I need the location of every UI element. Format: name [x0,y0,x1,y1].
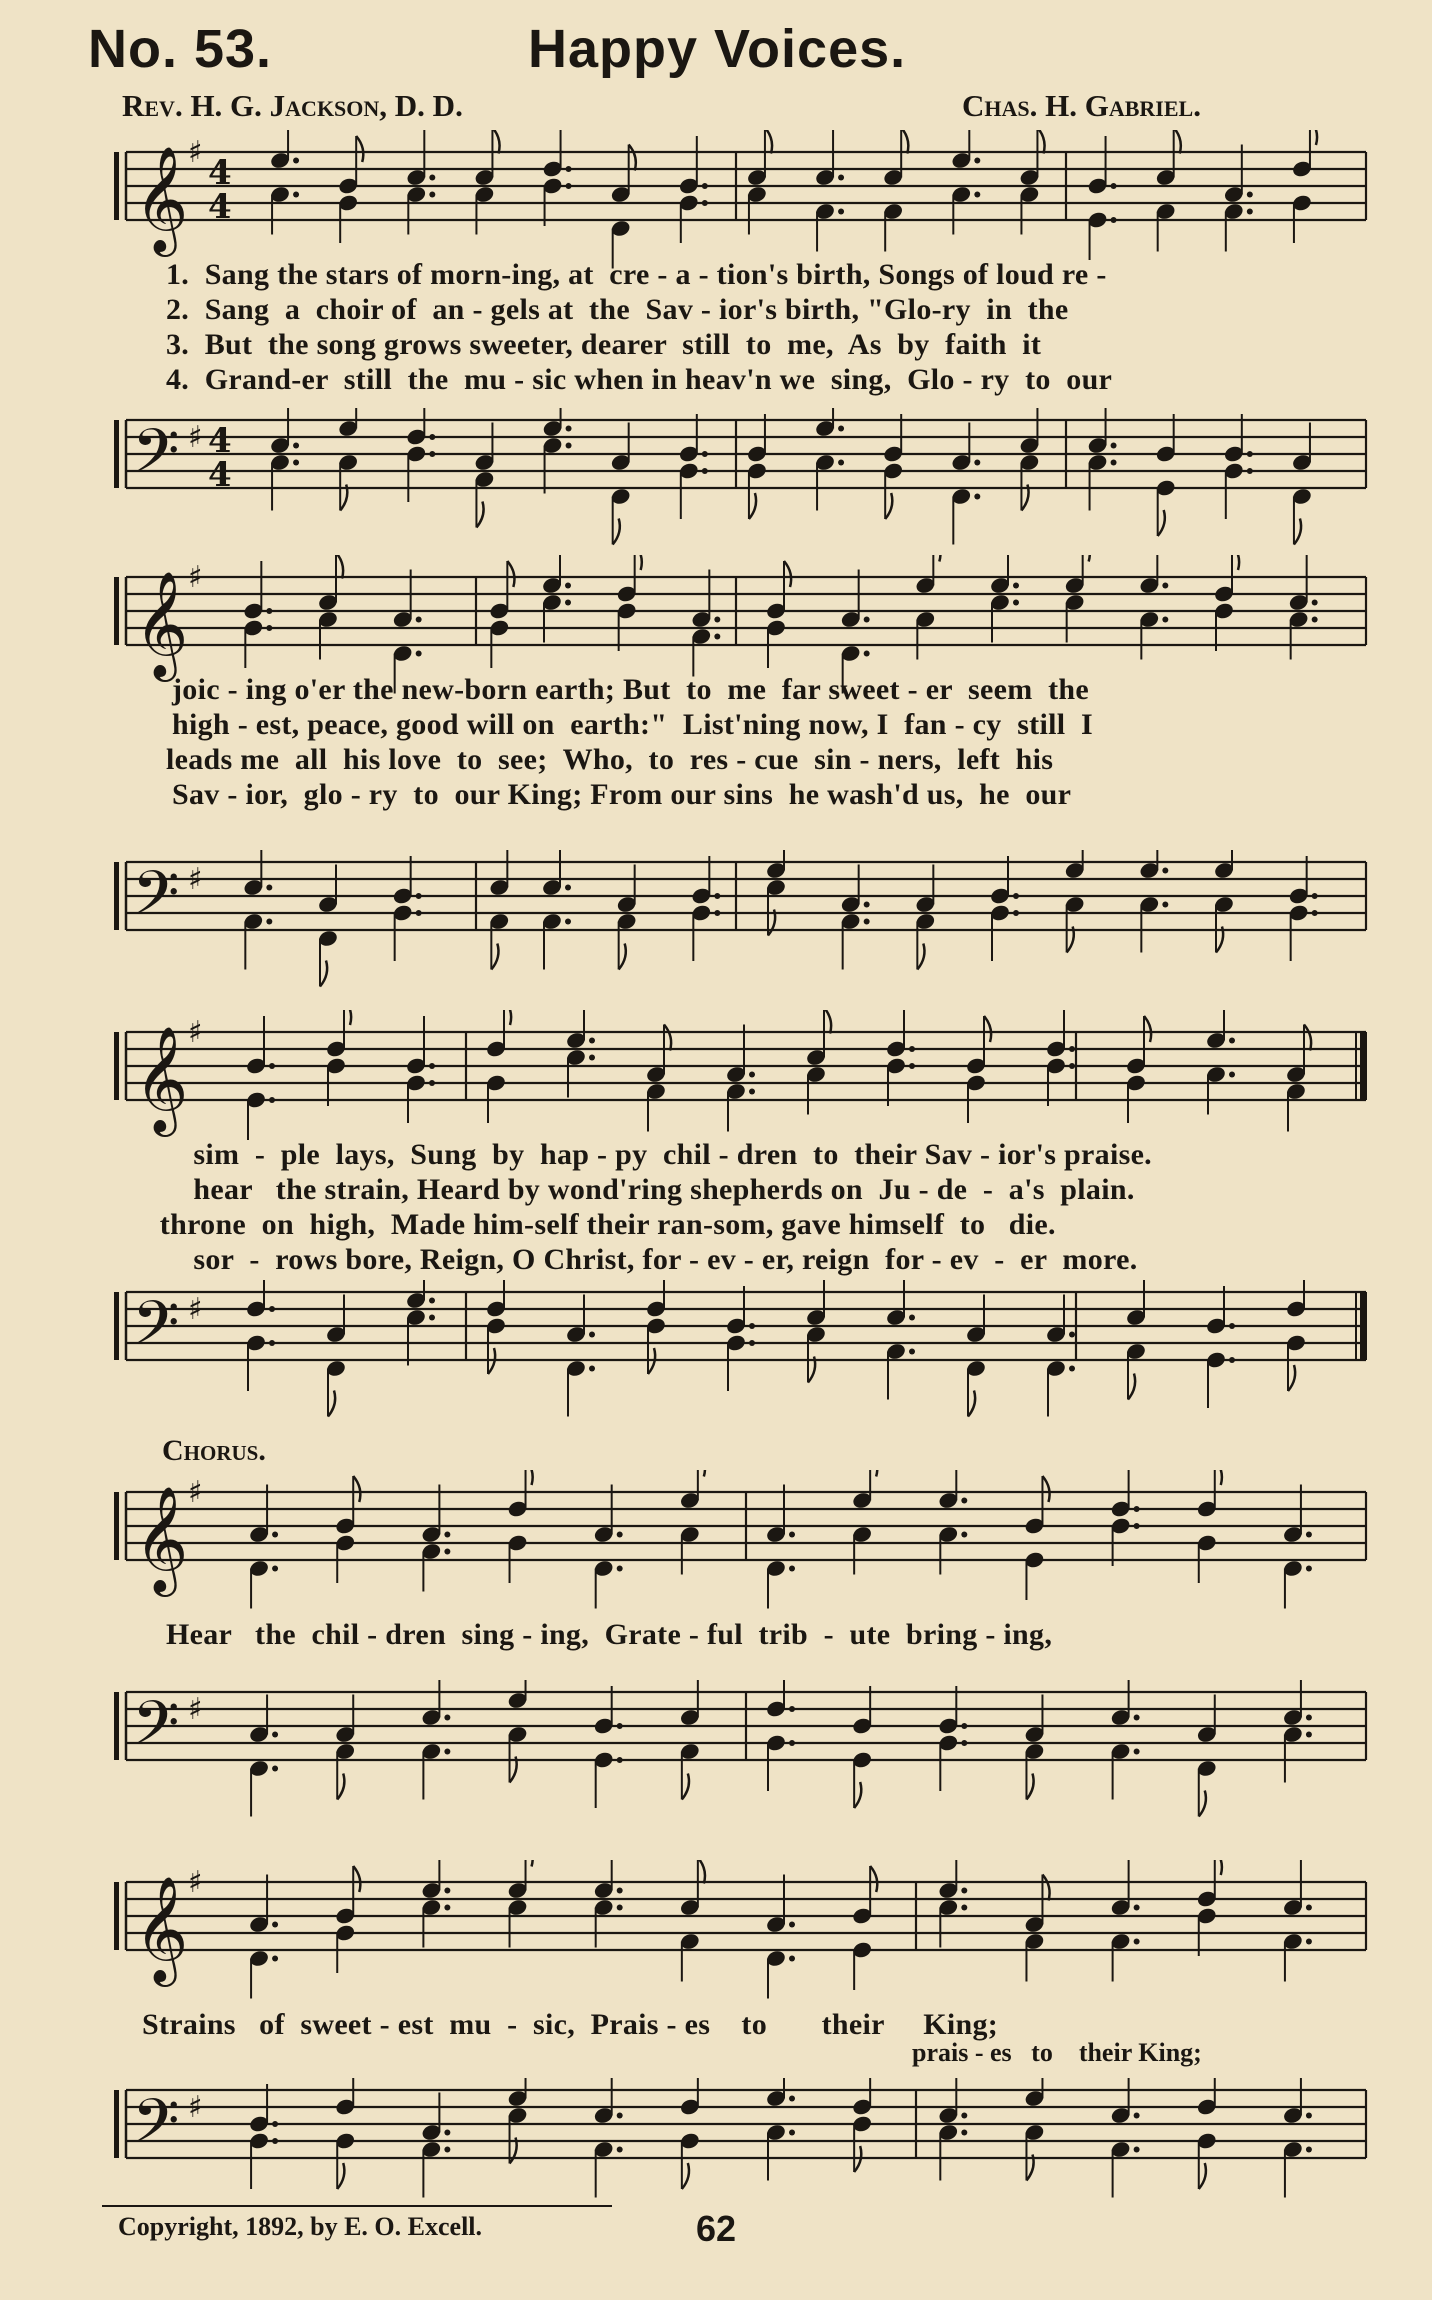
dot [1134,1939,1140,1945]
dot [714,893,720,899]
note-flag [619,944,626,970]
note-flag [337,1774,344,1800]
dot [974,158,980,164]
note-flag [765,130,772,154]
system-bracket [114,2090,119,2158]
note-flag [1042,1476,1049,1502]
system-bracket [114,1692,119,1760]
composer-credit: Chas. H. Gabriel. [962,88,1201,123]
dot [269,1063,275,1069]
bass-clef-icon: 𝄢 [132,416,180,502]
note-flag [526,1470,533,1485]
dot [269,1097,275,1103]
hymn-title: Happy Voices. [528,19,907,79]
note-flag [749,493,756,519]
bass-clef-icon: 𝄢 [132,1288,180,1374]
dot [702,468,708,474]
note-flag [344,1010,351,1025]
dot [1134,1905,1140,1911]
note-flag [1128,1374,1135,1400]
dot [1306,1905,1312,1911]
verse-line-2: hear the strain, Heard by wond'ring shepherds on Ju - de - a's plain. [170,1173,1135,1206]
dot [749,1072,755,1078]
dot [566,183,572,189]
dot [1247,451,1253,457]
dot [565,600,571,606]
dot [1312,910,1318,916]
note-flag [353,1476,360,1502]
dot [617,2147,623,2153]
dot [1306,1566,1312,1572]
note-flag [698,1860,705,1884]
dot [961,1723,967,1729]
dot [1013,583,1019,589]
dot [702,451,708,457]
dot [1134,1506,1140,1512]
bass-staff [66,850,1370,1000]
dot [1134,2147,1140,2153]
dot [961,1905,967,1911]
dot [909,1315,915,1321]
note-flag [476,502,483,528]
treble-clef-icon: 𝄞 [134,145,189,252]
note-flag [635,555,642,570]
note-flag [356,136,363,162]
dot [293,192,299,198]
dot [266,608,272,614]
dot [444,1715,450,1721]
dot [1162,868,1168,874]
note-flag [1199,1791,1206,1817]
dot [974,494,980,500]
note-flag [698,1470,705,1477]
dot [789,1922,795,1928]
system-bracket [114,577,119,645]
dot [617,1905,623,1911]
treble-clef-icon: 𝄞 [134,1485,189,1592]
dot [444,2147,450,2153]
dot [838,426,844,432]
dot [429,451,435,457]
verse-line-3: 3. But the song grows sweeter, dearer still to me, As by faith it [166,328,1042,361]
dot [1312,617,1318,623]
dot [266,625,272,631]
note-flag [337,2163,344,2189]
dot [1312,893,1318,899]
sharp-icon: ♯ [188,420,203,455]
dot [1306,1715,1312,1721]
time-signature-bottom: 4 [208,187,232,227]
dot [1306,2113,1312,2119]
system-bracket [114,152,119,220]
final-barline-thick [1360,1032,1367,1100]
note-flag [1042,1875,1049,1901]
dot [1312,600,1318,606]
dot [1134,1749,1140,1755]
note-flag [320,961,327,987]
dot [961,1532,967,1538]
dot [272,2138,278,2144]
dot [617,1757,623,1763]
note-flag [336,555,343,579]
dot [269,1306,275,1312]
dot [293,443,299,449]
dot [1162,902,1168,908]
note-flag [870,1470,877,1477]
note-flag [968,1391,975,1417]
dot [416,651,422,657]
sharp-icon: ♯ [188,1692,203,1727]
dot [1134,1715,1140,1721]
note-flag [526,1860,533,1867]
dot [1247,468,1253,474]
note-flag [1174,130,1181,154]
dot [272,2121,278,2127]
note-flag [933,555,940,562]
note-flag [1215,1470,1222,1485]
verse-line-2: 2. Sang a choir of an - gels at the Sav - ior's birth, "Glo-ry in the [166,293,1069,326]
dot [1013,910,1019,916]
dot [266,919,272,925]
dot [272,1732,278,1738]
dot [429,175,435,181]
dot [429,1315,435,1321]
treble-staff [66,1860,1370,2030]
dot [749,1340,755,1346]
dot [789,2130,795,2136]
note-flag [1199,2163,1206,2189]
dot [961,1740,967,1746]
dot [617,1888,623,1894]
verse-line-1: joic - ing o'er the new-born earth; But to me far sweet - er seem the [172,673,1089,706]
dot [617,1566,623,1572]
note-flag [491,944,498,970]
note-flag [1215,1860,1222,1875]
dot [714,634,720,640]
chorus-line: Strains of sweet - est mu - sic, Prais - es to their King; [142,2008,999,2041]
dot [1111,443,1117,449]
dot [293,158,299,164]
note-flag [682,1774,689,1800]
verse-line-1: 1. Sang the stars of morn-ing, at cre - a - tion's birth, Songs of loud re - [166,258,1107,291]
hymn-number: No. 53. [88,19,273,79]
dot [789,1956,795,1962]
dot [838,175,844,181]
bass-clef-icon: 𝄢 [132,2086,180,2172]
dot [1306,1939,1312,1945]
dot [429,192,435,198]
note-flag [629,145,636,171]
dot [1306,2147,1312,2153]
dot [909,1063,915,1069]
sharp-icon: ♯ [188,1865,203,1900]
dot [617,2113,623,2119]
dot [589,1055,595,1061]
dot [1069,1046,1075,1052]
sharp-icon: ♯ [188,1015,203,1050]
dot [1069,1366,1075,1372]
sharp-icon: ♯ [188,2090,203,2125]
note-flag [1232,555,1239,570]
dot [444,1549,450,1555]
verse-line-3: throne on high, Made him-self their ran-som, gave himself to die. [152,1208,1056,1241]
dot [272,1922,278,1928]
system-bracket [114,420,119,488]
dot [444,2130,450,2136]
dot [961,2113,967,2119]
dot [565,919,571,925]
dot [429,1298,435,1304]
dot [1162,583,1168,589]
dot [1111,217,1117,223]
sharp-icon: ♯ [188,560,203,595]
dot [749,1089,755,1095]
note-flag [613,519,620,545]
dot [589,1038,595,1044]
note-flag [1026,1774,1033,1800]
dot [444,1905,450,1911]
dot [864,919,870,925]
dot [864,902,870,908]
dot [272,1766,278,1772]
chorus-line: Hear the chil - dren sing - ing, Grate - ful trib - ute bring - ing, [166,1618,1053,1651]
note-flag [1083,555,1090,562]
dot [961,1498,967,1504]
dot [444,1532,450,1538]
system-bracket [114,1032,119,1100]
dot [789,1740,795,1746]
sharp-icon: ♯ [188,135,203,170]
dot [714,617,720,623]
system-bracket [114,1292,119,1360]
dot [1111,183,1117,189]
bass-clef-icon: 𝄢 [132,858,180,944]
dot [838,209,844,215]
dot [1306,1532,1312,1538]
dot [617,1723,623,1729]
note-flag [504,1010,511,1025]
dot [838,460,844,466]
system-bracket [114,1882,119,1950]
copyright-notice: Copyright, 1892, by E. O. Excell. [118,2212,483,2241]
dot [416,617,422,623]
note-flag [824,1010,831,1034]
verse-line-4: sor - rows bore, Reign, O Christ, for - ev - er, reign for - ev - er more. [170,1243,1138,1276]
dot [789,1566,795,1572]
dot [617,1532,623,1538]
dot [429,1080,435,1086]
dot [566,443,572,449]
dot [1111,460,1117,466]
final-barline-thick [1360,1292,1367,1360]
dot [272,1956,278,1962]
dot [864,617,870,623]
footer-rule [102,2205,612,2207]
note-flag [854,1782,861,1808]
dot [1134,1523,1140,1529]
dot [429,1063,435,1069]
treble-staff [66,1470,1370,1640]
dot [909,1046,915,1052]
dot [961,1888,967,1894]
dot [789,1706,795,1712]
note-flag [1158,510,1165,536]
note-flag [1144,1016,1151,1042]
dot [589,1332,595,1338]
time-signature-top: 4 [208,421,232,461]
dot [909,1349,915,1355]
lyricist-credit: Rev. H. G. Jackson, D. D. [122,88,463,123]
note-flag [507,561,514,587]
note-flag [664,1025,671,1051]
dot [1229,1072,1235,1078]
dot [416,893,422,899]
note-flag [682,2163,689,2189]
note-flag [353,1866,360,1892]
verse-line-3: leads me all his love to see; Who, to res - cue sin - ners, left his [166,743,1054,776]
note-flag [901,130,908,154]
note-flag [328,1391,335,1417]
sharp-icon: ♯ [188,1475,203,1510]
treble-clef-icon: 𝄞 [134,570,189,677]
dot [702,200,708,206]
dot [1247,209,1253,215]
dot [864,651,870,657]
alto-lyric-line: prais - es to their King; [912,2038,1202,2067]
verse-line-2: high - est, peace, good will on earth:" List'ning now, I fan - cy still I [172,708,1093,741]
note-flag [1304,1025,1311,1051]
dot [566,426,572,432]
dot [749,1323,755,1329]
dot [1013,600,1019,606]
page-number: 62 [696,2208,737,2249]
dot [714,910,720,916]
verse-line-4: Sav - ior, glo - ry to our King; From our sins he wash'd us, he our [172,778,1072,811]
system-bracket [114,1492,119,1560]
dot [1134,2113,1140,2119]
bass-staff [66,408,1370,558]
dot [702,183,708,189]
bass-staff [66,1680,1370,1830]
note-flag [784,561,791,587]
treble-clef-icon: 𝄞 [134,1025,189,1132]
treble-clef-icon: 𝄞 [134,1875,189,1982]
dot [1229,1038,1235,1044]
dot [1229,1323,1235,1329]
sharp-icon: ♯ [188,1292,203,1327]
time-signature-bottom: 4 [208,455,232,495]
time-signature-top: 4 [208,153,232,193]
note-flag [984,1016,991,1042]
dot [266,885,272,891]
dot [444,1888,450,1894]
dot [1069,1063,1075,1069]
dot [589,1366,595,1372]
sharp-icon: ♯ [188,862,203,897]
dot [272,1566,278,1572]
dot [1229,1357,1235,1363]
dot [1069,1332,1075,1338]
dot [429,434,435,440]
note-flag [885,493,892,519]
dot [961,2130,967,2136]
note-flag [870,1866,877,1892]
dot [789,2096,795,2102]
dot [444,1749,450,1755]
bass-staff [66,1280,1370,1430]
note-flag [917,944,924,970]
dot [269,1340,275,1346]
note-flag [1310,130,1317,145]
note-flag [492,130,499,154]
dot [1162,617,1168,623]
note-flag [1294,519,1301,545]
dot [416,910,422,916]
dot [974,460,980,466]
verse-line-4: 4. Grand-er still the mu - sic when in heav'n we sing, Glo - ry to our [166,363,1113,396]
dot [1247,192,1253,198]
dot [974,192,980,198]
dot [1013,893,1019,899]
dot [566,166,572,172]
dot [293,460,299,466]
system-bracket [114,862,119,930]
verse-line-1: sim - ple lays, Sung by hap - py chil - dren to their Sav - ior's praise. [170,1138,1152,1171]
chorus-label: Chorus. [162,1434,266,1467]
dot [789,1532,795,1538]
dot [565,583,571,589]
dot [272,1532,278,1538]
bass-clef-icon: 𝄢 [132,1688,180,1774]
dot [565,885,571,891]
note-flag [1288,1365,1295,1391]
dot [1306,1732,1312,1738]
note-flag [1037,130,1044,154]
